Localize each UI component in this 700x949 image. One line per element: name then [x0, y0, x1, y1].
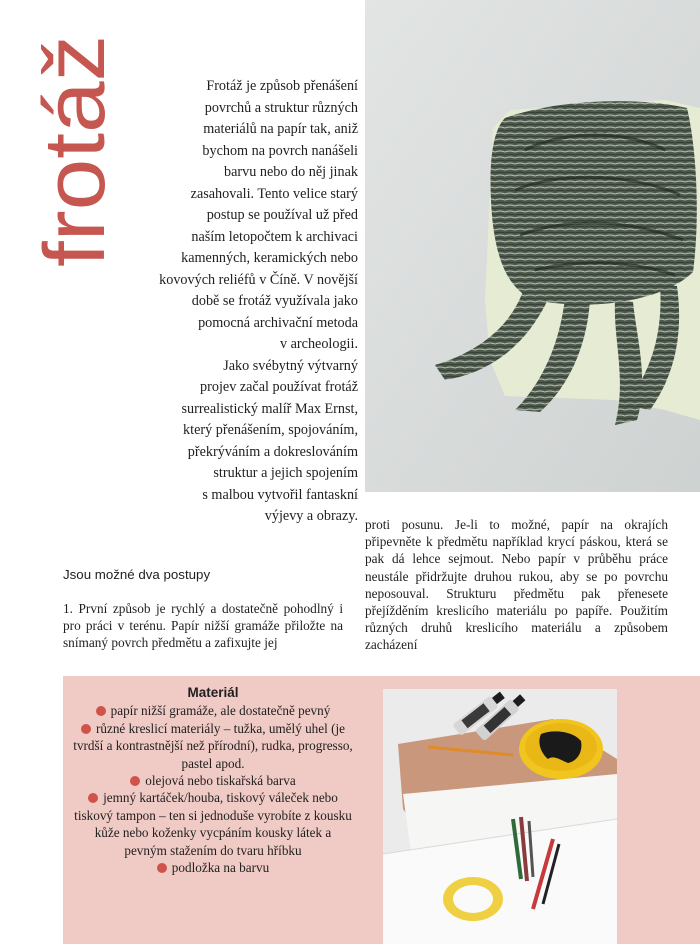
page-title-text: frotáž	[27, 51, 123, 267]
bullet-icon	[130, 776, 140, 786]
bullet-icon	[81, 724, 91, 734]
bullet-icon	[157, 863, 167, 873]
intro-line: době se frotáž využívala jako	[191, 293, 358, 309]
step-text: První způsob je rychlý a dostatečně pohodlný i pro práci v terénu. Papír nižší gramáže přiložte na snímaný povrch předmětu a zafixujte jej	[63, 601, 344, 651]
intro-line: naším letopočtem k archivaci	[191, 228, 358, 245]
body-text-left-column	[63, 600, 343, 652]
intro-line: překrýváním a dokreslováním	[187, 443, 358, 460]
materials-item	[72, 789, 354, 859]
intro-line: pomocná archivační metoda	[198, 314, 358, 331]
intro-line: výjevy a obrazy.	[264, 508, 358, 524]
materials-item-text: papír nižší gramáže, ale dostatečně pevný	[110, 703, 331, 719]
intro-line: povrchů a struktur různých	[204, 99, 358, 116]
materials-photo	[383, 689, 617, 944]
step-number: 1.	[63, 601, 73, 616]
intro-line: kamenných, keramických nebo	[181, 250, 358, 266]
intro-line: zasahovali. Tento velice starý	[190, 185, 358, 202]
paragraph: proti posunu. Je-li to možné, papír na okrajích připevněte k předmětu například krycí páskou, která se pak dá lehce sejmout. Nebo papír v průběhu práce neustále přidržujte druhou rukou, aby se po povrchu neposouval. Strukturu předmětu pak přenesete přejížděním kreslicího materiálu po papíře. Použitím různých druhů kreslicího materiálu a způsobem zacházení	[365, 517, 668, 653]
materials-item	[72, 702, 354, 719]
materials-item	[72, 720, 354, 772]
materials-item	[72, 859, 354, 876]
materials-item-text: různé kreslicí materiály – tužka, umělý uhel (je tvrdší a kontrastnější než přírodní), rudka, progresso, pastel apod.	[73, 720, 353, 771]
intro-line: kovových reliéfů v Číně. V novější	[159, 271, 358, 288]
intro-line: Frotáž je způsob přenášení	[206, 78, 358, 94]
intro-line: barvu nebo do něj jinak	[224, 164, 358, 180]
intro-line: bychom na povrch nanášeli	[202, 142, 358, 159]
body-text-right-column	[365, 516, 668, 654]
intro-line: v archeologii.	[279, 336, 358, 352]
materials-item-text: podložka na barvu	[171, 860, 270, 876]
materials-item-text: olejová nebo tiskařská barva	[145, 773, 296, 789]
intro-line: projev začal používat frotáž	[200, 379, 358, 395]
intro-paragraph	[132, 76, 358, 528]
paragraph	[63, 600, 343, 652]
intro-line: postup se používal už před	[206, 207, 358, 223]
intro-line: materiálů na papír tak, aniž	[203, 121, 358, 137]
intro-line: s malbou vytvořil fantaskní	[202, 486, 358, 503]
bullet-icon	[88, 793, 98, 803]
bullet-icon	[96, 706, 106, 716]
intro-line: který přenášením, spojováním,	[183, 422, 358, 438]
materials-heading: Materiál	[187, 685, 239, 700]
materials-item	[72, 772, 354, 789]
page-title	[16, 32, 126, 267]
section-heading: Jsou možné dva postupy	[63, 567, 211, 582]
intro-line: surrealistický malíř Max Ernst,	[181, 400, 358, 417]
materials-item-text: jemný kartáček/houba, tiskový váleček nebo tiskový tampon – ten si jednoduše vyrobíte z kousku kůže nebo koženky vycpáním kousky látek a pevným stažením do tvaru hříbku	[74, 790, 352, 858]
intro-line: struktur a jejich spojením	[213, 465, 358, 481]
materials-list	[72, 684, 354, 876]
frottage-creature-photo	[365, 0, 700, 492]
intro-line: Jako svébytný výtvarný	[223, 357, 358, 374]
